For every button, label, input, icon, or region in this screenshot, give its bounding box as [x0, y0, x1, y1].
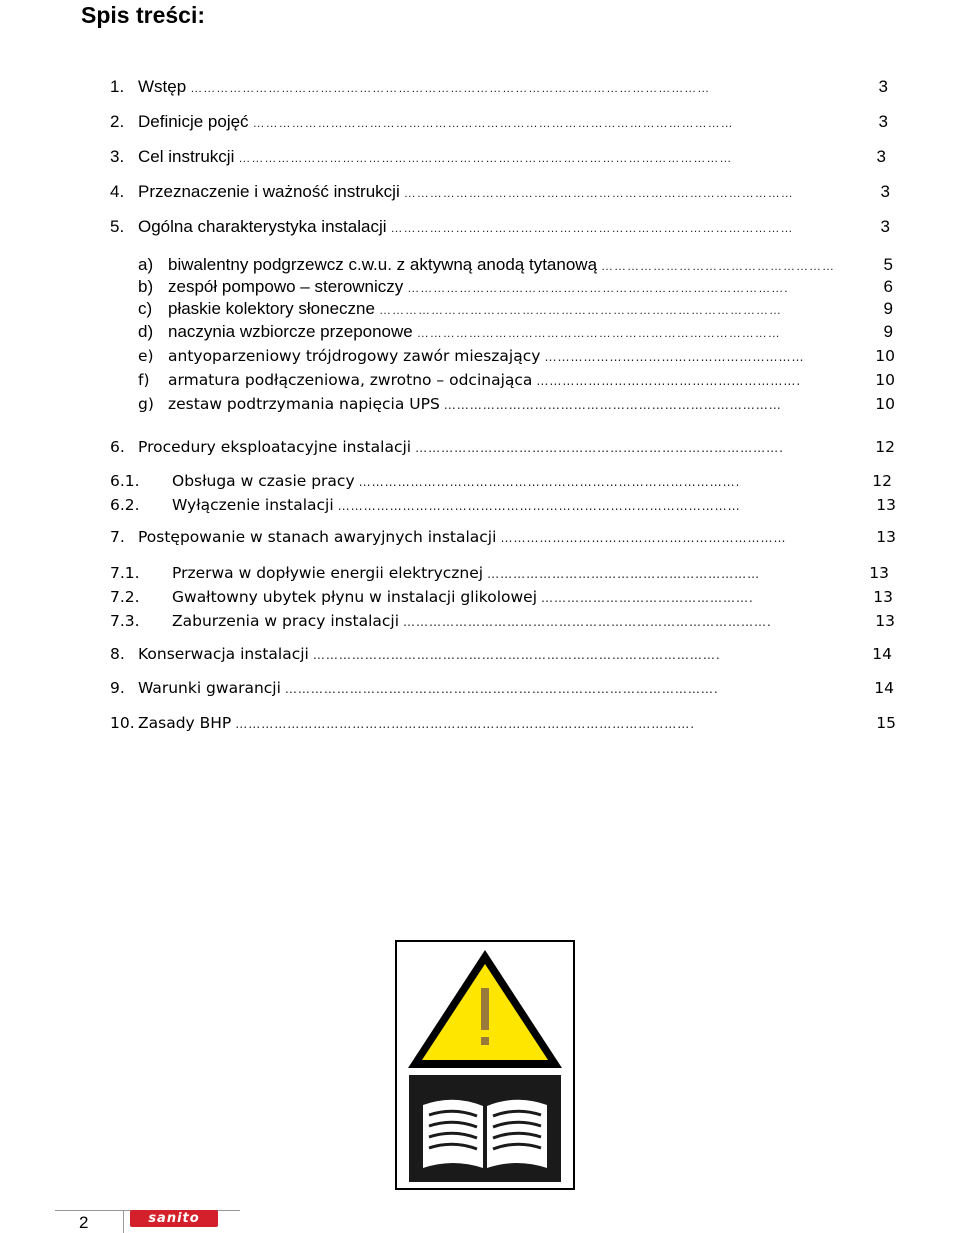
- toc-entry-number: a): [138, 255, 154, 274]
- toc-entry-number: 7.: [110, 528, 125, 546]
- toc-entry-label: Wyłączenie instalacji: [172, 496, 334, 514]
- toc-entry-number: d): [138, 322, 154, 341]
- toc-entry-number: 7.3.: [110, 612, 140, 630]
- toc-entry-label: armatura podłączeniowa, zwrotno – odcinająca: [168, 371, 533, 389]
- toc-entry-number: 1.: [110, 77, 125, 96]
- toc-entry-number: 6.1.: [110, 472, 140, 490]
- toc-entry-number: 4.: [110, 182, 125, 201]
- toc-entry-number: 6.: [110, 438, 125, 456]
- toc-entry: [110, 77, 888, 98]
- toc-entry: [138, 299, 893, 320]
- toc-entry-label: naczynia wzbiorcze przeponowe: [168, 322, 413, 341]
- toc-entry: [110, 495, 896, 516]
- toc-entry-label: Definicje pojęć: [138, 112, 249, 131]
- toc-entry-label: płaskie kolektory słoneczne: [168, 299, 375, 318]
- toc-entry-label: Przerwa w dopływie energii elektrycznej: [172, 564, 484, 582]
- toc-entry-label: zestaw podtrzymania napięcia UPS: [168, 395, 440, 413]
- toc-entry: [110, 563, 889, 584]
- toc-entry-label: Gwałtowny ubytek płynu w instalacji glikolowej: [172, 588, 538, 606]
- toc-entry-label: Wstęp: [138, 77, 187, 96]
- toc-entry-number: 2.: [110, 112, 125, 131]
- toc-entry-label: Postępowanie w stanach awaryjnych instalacji: [138, 528, 497, 546]
- toc-dot-leader: ……………………………………………………………………………………….: [284, 682, 719, 696]
- toc-entry-page: 5: [883, 255, 893, 274]
- toc-entry-number: f): [138, 371, 150, 389]
- toc-entry: [110, 611, 895, 632]
- toc-entry: [110, 587, 893, 608]
- toc-entry-label: Przeznaczenie i ważność instrukcji: [138, 182, 400, 201]
- toc-entry-number: 3.: [110, 147, 125, 166]
- toc-entry-page: 13: [876, 528, 896, 546]
- toc-dot-leader: …………………………………………………………………………………: [378, 303, 782, 317]
- toc-entry-page: 14: [874, 679, 894, 697]
- toc-dot-leader: ………………………………………………………………………………….: [312, 648, 721, 662]
- toc-dot-leader: ………………………………………………………………………………: [403, 186, 794, 200]
- toc-dot-leader: …………………………………………………………………………………: [337, 499, 741, 513]
- toc-dot-leader: …………………………………………………….: [536, 374, 802, 388]
- toc-entry-page: 3: [880, 182, 890, 201]
- warning-read-manual-icon: [395, 940, 575, 1190]
- toc-dot-leader: …………………………………………………………………………….: [358, 475, 741, 489]
- toc-entry-page: 13: [876, 496, 896, 514]
- toc-entry: [138, 322, 893, 343]
- toc-entry-page: 9: [883, 322, 893, 341]
- toc-entry-page: 3: [876, 147, 886, 166]
- toc-entry-label: Procedury eksploatacyjne instalacji: [138, 438, 412, 456]
- toc-entry-number: b): [138, 277, 154, 296]
- toc-entry-page: 13: [875, 612, 895, 630]
- toc-entry: [110, 471, 892, 492]
- toc-entry-label: antyoparzeniowy trójdrogowy zawór mieszający: [168, 347, 541, 365]
- toc-entry-page: 12: [875, 438, 895, 456]
- toc-entry: [138, 370, 895, 391]
- toc-entry-label: Warunki gwarancji: [138, 679, 281, 697]
- toc-dot-leader: …………………………………………………………………………………………….: [235, 717, 696, 731]
- toc-entry: [110, 147, 886, 168]
- toc-entry-page: 3: [878, 77, 888, 96]
- toc-entry-page: 13: [869, 564, 889, 582]
- toc-entry-number: 8.: [110, 645, 125, 663]
- toc-entry: [138, 346, 895, 367]
- toc-entry-number: e): [138, 347, 154, 365]
- toc-dot-leader: …………………………………………………………………………………………………………: [190, 81, 711, 95]
- toc-entry: [138, 394, 895, 415]
- toc-entry-number: 6.2.: [110, 496, 140, 514]
- toc-dot-leader: ………………………………………………: [601, 259, 836, 273]
- toc-entry-number: g): [138, 395, 154, 413]
- toc-entry: [110, 527, 896, 548]
- page-number: 2: [79, 1213, 89, 1232]
- toc-entry-page: 10: [875, 347, 895, 365]
- toc-entry-page: 13: [873, 588, 893, 606]
- toc-entry-number: 7.2.: [110, 588, 140, 606]
- toc-entry-number: 10.: [110, 714, 135, 732]
- toc-entry-page: 15: [876, 714, 896, 732]
- toc-dot-leader: ………………………………………….: [541, 591, 754, 605]
- toc-entry-number: c): [138, 299, 153, 318]
- toc-entry: [138, 277, 893, 298]
- toc-entry: [110, 112, 888, 133]
- toc-entry-page: 3: [880, 217, 890, 236]
- toc-entry: [110, 644, 892, 665]
- toc-entry: [110, 182, 890, 203]
- toc-entry: [110, 217, 890, 238]
- toc-entry: [110, 437, 895, 458]
- toc-entry-page: 9: [883, 299, 893, 318]
- toc-dot-leader: ……………………………………………………………………………………………………: [238, 151, 733, 165]
- toc-entry-label: zespół pompowo – sterowniczy: [168, 277, 404, 296]
- toc-dot-leader: …………………………………………………………………………………………………: [252, 116, 734, 130]
- toc-dot-leader: …………………………………………………………………………….: [407, 281, 789, 295]
- toc-entry-label: Zasady BHP: [138, 714, 232, 732]
- toc-entry-number: 5.: [110, 217, 125, 236]
- toc-dot-leader: ………………………………………………………………………….: [415, 441, 784, 455]
- toc-dot-leader: …………………………………………………………: [500, 531, 787, 545]
- toc-entry-label: Ogólna charakterystyka instalacji: [138, 217, 387, 236]
- toc-entry-page: 6: [883, 277, 893, 296]
- toc-entry: [138, 255, 893, 276]
- toc-entry-page: 3: [878, 112, 888, 131]
- toc-entry: [110, 678, 894, 699]
- toc-entry: [110, 713, 896, 734]
- footer-page-box: [55, 1210, 124, 1233]
- toc-dot-leader: …………………………………………………………………………: [416, 326, 781, 340]
- page-title: Spis treści:: [81, 2, 205, 28]
- brand-logo: sanito: [130, 1210, 218, 1227]
- toc-entry-label: Cel instrukcji: [138, 147, 235, 166]
- toc-dot-leader: …………………………………………………………………………………: [390, 221, 794, 235]
- toc-entry-label: Konserwacja instalacji: [138, 645, 309, 663]
- toc-entry-label: biwalentny podgrzewcz c.w.u. z aktywną anodą tytanową: [168, 255, 598, 274]
- toc-entry-label: Obsługa w czasie pracy: [172, 472, 355, 490]
- toc-entry-label: Zaburzenia w pracy instalacji: [172, 612, 400, 630]
- toc-entry-page: 10: [875, 395, 895, 413]
- toc-entry-number: 7.1.: [110, 564, 140, 582]
- toc-entry-page: 12: [872, 472, 892, 490]
- toc-dot-leader: ……………………………………………………: [544, 350, 805, 364]
- toc-dot-leader: ………………………………………………………………………….: [403, 615, 772, 629]
- toc-dot-leader: ………………………………………………………: [487, 567, 761, 581]
- toc-entry-page: 14: [872, 645, 892, 663]
- toc-entry-page: 10: [875, 371, 895, 389]
- toc-dot-leader: ……………………………………………………………………: [443, 398, 782, 412]
- toc-entry-number: 9.: [110, 679, 125, 697]
